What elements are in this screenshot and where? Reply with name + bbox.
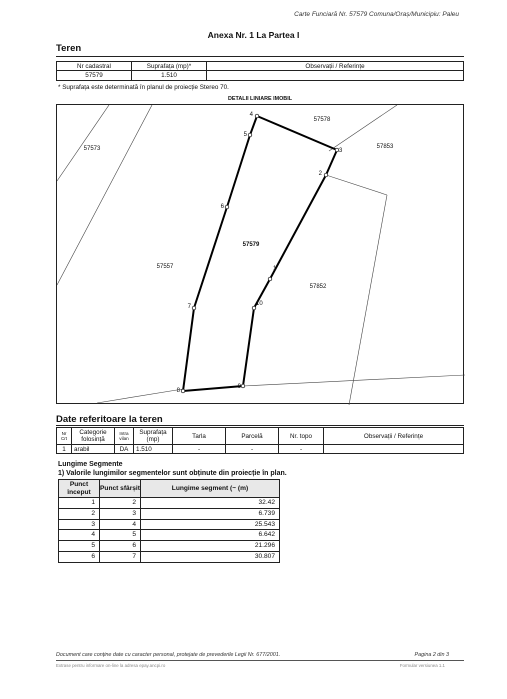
date-ref-col-suprafata: Suprafața (mp) <box>134 428 173 445</box>
table-row <box>59 519 280 530</box>
point-label: 5 <box>243 132 247 138</box>
segment-end-cell: 2 <box>100 498 141 509</box>
boundary-line <box>326 175 387 195</box>
segment-length-cell: 25.543 <box>141 519 280 530</box>
date-ref-cell-nr: 1 <box>57 445 72 454</box>
date-ref-cell-categorie: arabil <box>72 445 115 454</box>
date-ref-col-categorie: Categorie folosință <box>72 428 115 445</box>
date-ref-col-intravilan: Intra vilan <box>115 428 134 445</box>
date-ref-cell-tarla: - <box>173 445 226 454</box>
segment-end-cell: 5 <box>100 530 141 541</box>
table-row <box>59 551 280 562</box>
vertex-marker <box>255 114 259 118</box>
date-ref-cell-parcela: - <box>226 445 279 454</box>
segment-length-cell: 30.807 <box>141 551 280 562</box>
point-label: 6 <box>220 204 224 210</box>
date-ref-col-nrtopo: Nr. topo <box>279 428 324 445</box>
date-ref-col-parcela: Parcelă <box>226 428 279 445</box>
annex-title: Anexa Nr. 1 La Partea I <box>207 30 300 40</box>
segment-start-cell: 2 <box>59 508 100 519</box>
segments-col-end: Punct sfârșit <box>100 480 141 498</box>
segment-length-cell: 21.296 <box>141 541 280 552</box>
segment-start-cell: 5 <box>59 541 100 552</box>
boundary-line <box>349 195 387 405</box>
date-ref-col-observatii: Observații / Referințe <box>324 428 464 445</box>
neighbor-label: 57853 <box>376 144 394 150</box>
footer-rule <box>56 660 464 661</box>
vertex-marker <box>192 306 196 310</box>
plan-title: DETALII LINIARE IMOBIL <box>228 96 292 102</box>
segments-title: Lungime Segmente <box>58 461 123 468</box>
boundary-line <box>57 105 109 181</box>
segment-length-cell: 32.42 <box>141 498 280 509</box>
segments-table <box>58 479 280 563</box>
boundary-line <box>57 105 152 285</box>
date-ref-rule <box>56 425 464 426</box>
teren-col-suprafata: Suprafața (mp)* <box>132 62 207 71</box>
table-row <box>59 498 280 509</box>
footer-version: Formular versiunea 1.1 <box>399 663 445 668</box>
table-row <box>59 530 280 541</box>
segments-subtitle: 1) Valorile lungimilor segmentelor sunt obținute din proiecție în plan. <box>58 470 287 477</box>
teren-cell-observatii <box>207 71 464 81</box>
date-ref-cell-suprafata: 1.510 <box>134 445 173 454</box>
vertex-marker <box>241 384 245 388</box>
segments-col-start: Punct început <box>59 480 100 498</box>
segment-start-cell: 3 <box>59 519 100 530</box>
vertex-marker <box>268 277 272 281</box>
segment-length-cell: 6.739 <box>141 508 280 519</box>
teren-col-observatii: Observații / Referințe <box>207 62 464 71</box>
segments-col-length: Lungime segment (~ (m) <box>141 480 280 498</box>
table-row <box>59 541 280 552</box>
teren-cell-suprafata: 1.510 <box>132 71 207 81</box>
boundary-line <box>97 389 183 403</box>
segment-end-cell: 3 <box>100 508 141 519</box>
segment-start-cell: 4 <box>59 530 100 541</box>
neighbor-label: 57578 <box>313 117 331 123</box>
cf-reference: Carte Funciară Nr. 57579 Comuna/Oraș/Municipiu: Paleu <box>294 11 459 18</box>
teren-cell-cadastral: 57579 <box>57 71 132 81</box>
point-label: 8 <box>176 388 180 394</box>
point-label: 4 <box>249 112 253 118</box>
parcel-polygon <box>183 116 337 391</box>
date-ref-title: Date referitoare la teren <box>56 414 163 425</box>
teren-note: * Suprafața este determinată în planul de proiecție Stereo 70. <box>58 84 229 91</box>
date-ref-col-tarla: Tarla <box>173 428 226 445</box>
neighbor-label: 57573 <box>83 146 101 152</box>
point-label: 1 <box>273 266 277 272</box>
segments-body <box>59 498 280 563</box>
table-row <box>59 508 280 519</box>
vertex-marker <box>248 133 252 137</box>
segment-end-cell: 6 <box>100 541 141 552</box>
parcel-label: 57579 <box>242 242 260 248</box>
footer-extract-note: Extrase pentru informare on-line la adresa epay.ancpi.ro <box>56 663 166 668</box>
neighbor-label: 57557 <box>156 264 174 270</box>
vertex-marker <box>324 173 328 177</box>
teren-rule <box>56 56 464 57</box>
date-ref-cell-intravilan: DA <box>115 445 134 454</box>
date-ref-table <box>56 427 464 454</box>
segment-end-cell: 7 <box>100 551 141 562</box>
point-label: 2 <box>318 171 322 177</box>
teren-col-cadastral: Nr cadastral <box>57 62 132 71</box>
plan-frame <box>56 104 464 404</box>
teren-table <box>56 61 464 81</box>
vertex-marker <box>225 205 229 209</box>
vertex-marker <box>181 389 185 393</box>
footer-page: Pagina 2 din 3 <box>414 652 449 658</box>
point-label: 3 <box>339 148 343 154</box>
date-ref-col-nr: Nr Crt <box>57 428 72 445</box>
date-ref-cell-observatii <box>324 445 464 454</box>
date-ref-cell-nrtopo: - <box>279 445 324 454</box>
segment-length-cell: 6.642 <box>141 530 280 541</box>
teren-title: Teren <box>56 43 82 54</box>
point-label: 9 <box>237 384 241 390</box>
segment-end-cell: 4 <box>100 519 141 530</box>
point-label: 7 <box>187 304 191 310</box>
footer-disclaimer: Document care conține date cu caracter personal, protejate de prevederile Legii Nr. 677/2001. <box>56 652 281 658</box>
neighbor-label: 57852 <box>309 284 327 290</box>
point-label: 10 <box>256 301 263 307</box>
segment-start-cell: 1 <box>59 498 100 509</box>
segment-start-cell: 6 <box>59 551 100 562</box>
plan-drawing <box>57 105 465 405</box>
